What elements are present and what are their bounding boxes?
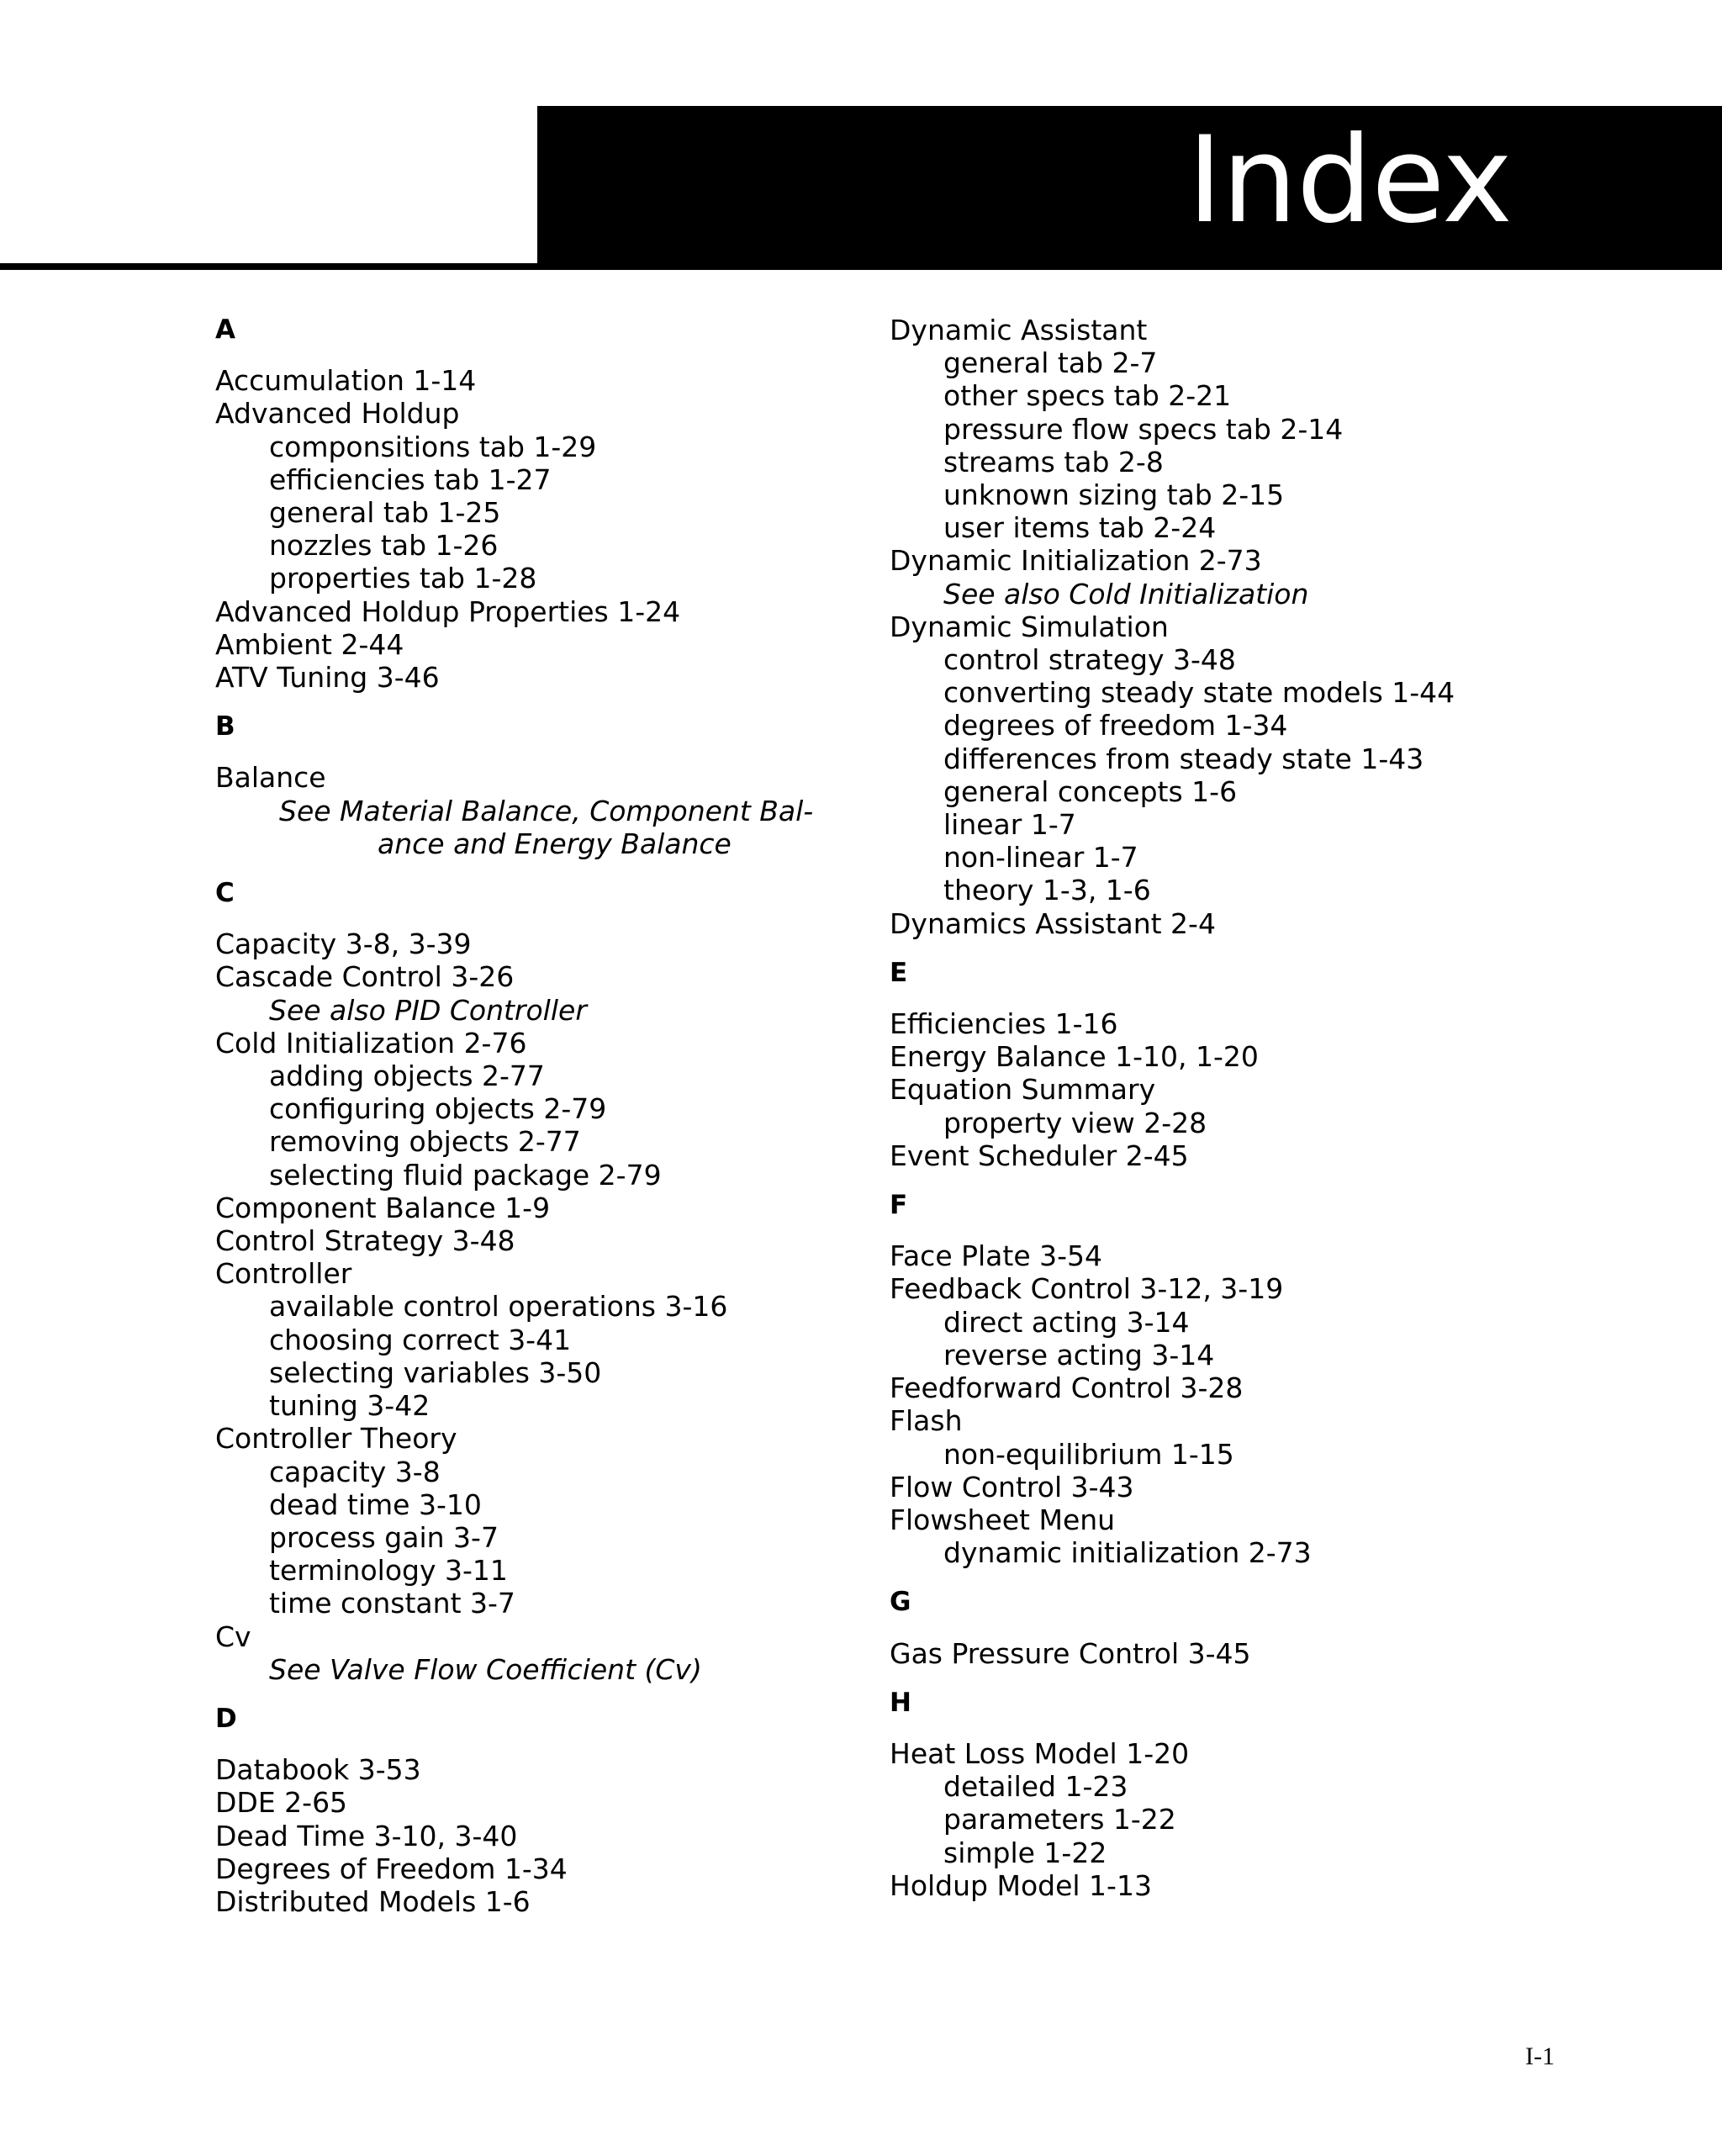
index-subentry: tuning 3-42	[269, 1389, 430, 1423]
index-entry: Dynamic Initialization 2-73	[890, 544, 1262, 578]
index-subentry: choosing correct 3-41	[269, 1323, 572, 1356]
index-cross-reference: ance and Energy Balance	[378, 827, 732, 860]
index-subentry: differences from steady state 1-43	[943, 742, 1424, 775]
index-entry: Equation Summary	[890, 1073, 1156, 1107]
index-section	[890, 314, 1529, 940]
section-letter: H	[890, 1687, 911, 1718]
index-entry: Feedback Control 3-12, 3-19	[890, 1272, 1284, 1306]
index-subentry: componsitions tab 1-29	[269, 430, 597, 463]
index-entry: Dynamic Simulation	[890, 610, 1169, 643]
section-letter: A	[215, 314, 235, 345]
section-letter: C	[215, 878, 235, 909]
index-subentry: time constant 3-7	[269, 1587, 515, 1620]
index-subentry: process gain 3-7	[269, 1520, 499, 1554]
index-entry: Gas Pressure Control 3-45	[890, 1636, 1251, 1670]
index-subentry: non-linear 1-7	[943, 841, 1138, 875]
index-entry: Dead Time 3-10, 3-40	[215, 1819, 518, 1852]
index-subentry: nozzles tab 1-26	[269, 529, 499, 563]
section-letter: F	[890, 1190, 908, 1221]
index-entry: Dynamics Assistant 2-4	[890, 906, 1216, 940]
index-section	[215, 877, 854, 1686]
index-entry: Cold Initialization 2-76	[215, 1026, 527, 1060]
index-entry: Distributed Models 1-6	[215, 1884, 531, 1918]
section-letter: B	[215, 711, 235, 742]
index-entry: Feedforward Control 3-28	[890, 1371, 1244, 1405]
index-subentry: available control operations 3-16	[269, 1290, 728, 1324]
index-subentry: converting steady state models 1-44	[943, 676, 1455, 710]
index-subentry: pressure flow specs tab 2-14	[943, 412, 1344, 446]
index-entry: Cv	[215, 1620, 251, 1653]
index-subentry: general tab 1-25	[269, 496, 501, 530]
index-section	[890, 1586, 1529, 1669]
index-subentry: theory 1-3, 1-6	[943, 874, 1151, 907]
index-section	[890, 957, 1529, 1172]
index-entry: Face Plate 3-54	[890, 1239, 1103, 1273]
index-entry: Accumulation 1-14	[215, 364, 477, 398]
index-entry: DDE 2-65	[215, 1786, 348, 1820]
index-subentry: other specs tab 2-21	[943, 379, 1232, 413]
index-entry: Flowsheet Menu	[890, 1503, 1116, 1536]
header-bar	[537, 106, 1722, 269]
index-subentry: general concepts 1-6	[943, 774, 1238, 808]
index-entry: Energy Balance 1-10, 1-20	[890, 1040, 1259, 1074]
index-subentry: general tab 2-7	[943, 346, 1158, 380]
index-entry: Balance	[215, 761, 326, 795]
index-cross-reference: See Material Balance, Component Bal-	[279, 794, 814, 827]
index-section	[215, 314, 854, 694]
index-subentry: direct acting 3-14	[943, 1305, 1190, 1339]
index-subentry: properties tab 1-28	[269, 562, 537, 595]
index-entry: Event Scheduler 2-45	[890, 1139, 1189, 1172]
index-subentry: efficiencies tab 1-27	[269, 462, 552, 496]
index-entry: Heat Loss Model 1-20	[890, 1736, 1190, 1770]
index-subentry: selecting variables 3-50	[269, 1355, 602, 1389]
index-entry: Controller Theory	[215, 1422, 457, 1456]
index-entry: Advanced Holdup	[215, 397, 460, 431]
index-subentry: unknown sizing tab 2-15	[943, 478, 1285, 512]
index-section	[215, 1703, 854, 1918]
index-subentry: degrees of freedom 1-34	[943, 709, 1288, 742]
index-entry: Ambient 2-44	[215, 627, 404, 661]
index-subentry: simple 1-22	[943, 1836, 1107, 1869]
index-cross-reference: See also Cold Initialization	[943, 577, 1309, 610]
header-rule	[0, 263, 1722, 270]
index-entry: Degrees of Freedom 1-34	[215, 1852, 568, 1885]
index-subentry: selecting fluid package 2-79	[269, 1158, 662, 1192]
index-entry: Control Strategy 3-48	[215, 1224, 515, 1258]
index-section	[890, 1687, 1529, 1902]
index-section	[890, 1189, 1529, 1569]
index-entry: Capacity 3-8, 3-39	[215, 927, 472, 961]
index-subentry: capacity 3-8	[269, 1455, 441, 1488]
index-cross-reference: See also PID Controller	[269, 993, 587, 1027]
index-entry: Cascade Control 3-26	[215, 960, 515, 994]
index-entry: Databook 3-53	[215, 1753, 421, 1787]
section-letter: G	[890, 1587, 911, 1618]
index-subentry: non-equilibrium 1-15	[943, 1437, 1234, 1471]
index-subentry: control strategy 3-48	[943, 643, 1236, 677]
index-subentry: terminology 3-11	[269, 1554, 508, 1588]
index-column-right	[890, 314, 1529, 1902]
index-entry: Holdup Model 1-13	[890, 1868, 1152, 1902]
index-entry: Dynamic Assistant	[890, 314, 1148, 346]
page-title: Index	[1187, 111, 1512, 250]
index-entry: Component Balance 1-9	[215, 1191, 551, 1224]
index-subentry: removing objects 2-77	[269, 1125, 581, 1159]
index-section	[215, 711, 854, 860]
index-column-left	[215, 314, 854, 1918]
index-entry: Efficiencies 1-16	[890, 1007, 1118, 1041]
index-entry: Flash	[890, 1404, 963, 1438]
index-entry: Flow Control 3-43	[890, 1470, 1134, 1503]
index-entry: ATV Tuning 3-46	[215, 661, 440, 695]
index-subentry: streams tab 2-8	[943, 445, 1164, 478]
index-subentry: configuring objects 2-79	[269, 1092, 607, 1126]
index-subentry: property view 2-28	[943, 1106, 1207, 1139]
index-entry: Advanced Holdup Properties 1-24	[215, 594, 681, 628]
index-subentry: adding objects 2-77	[269, 1060, 545, 1093]
index-subentry: linear 1-7	[943, 808, 1076, 842]
section-letter: D	[215, 1703, 237, 1734]
index-subentry: reverse acting 3-14	[943, 1338, 1215, 1371]
index-subentry: user items tab 2-24	[943, 511, 1217, 545]
index-subentry: detailed 1-23	[943, 1770, 1128, 1804]
index-subentry: dynamic initialization 2-73	[943, 1536, 1312, 1570]
index-entry: Controller	[215, 1257, 352, 1291]
index-subentry: parameters 1-22	[943, 1803, 1176, 1836]
index-subentry: dead time 3-10	[269, 1488, 482, 1521]
section-letter: E	[890, 957, 908, 988]
page-number: I-1	[1525, 2042, 1555, 2070]
index-cross-reference: See Valve Flow Coefficient (Cv)	[269, 1652, 702, 1686]
